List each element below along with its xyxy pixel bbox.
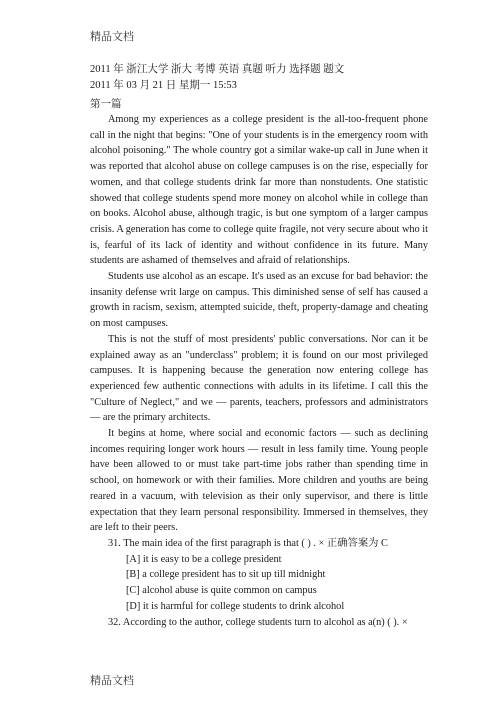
passage-body: [90, 112, 428, 630]
doc-date-line: 2011 年 03 月 21 日 星期一 15:53: [90, 80, 237, 91]
paragraph-2: Students use alcohol as an escape. It's used as an excuse for bad behavior: the insanity defense writ large on campus. This diminished sense of self has caused a growth in racism, sexism, attempted suicide, theft, property-damage and cheating on most campuses.: [90, 271, 428, 330]
question-31-option-a: [A] it is easy to be a college president: [126, 553, 282, 565]
question-32-stem: 32. According to the author, college students turn to alcohol as a(n) ( ). ×: [108, 616, 408, 628]
paragraph-1: Among my experiences as a college president is the all-too-frequent phone call in the night that begins: "One of your students is in the emergency room with alcohol poisoning." The whole country got a similar wake-up call in June when it was reported that alcohol abuse on college campuses is on the rise, especially for women, and that college students drink far more than nonstudents. One statistic showed that college students spend more money on alcohol while in college than on books. Alcohol abuse, although tragic, is but one symptom of a larger campus crisis. A generation has come to college quite fragile, not very secure about who it is, fearful of its lack of identity and without confidence in its future. Many students are ashamed of themselves and afraid of relationships.: [90, 114, 428, 267]
question-31-option-c: [C] alcohol abuse is quite common on campus: [126, 585, 317, 597]
doc-title-line: 2011 年 浙江大学 浙大 考博 英语 真题 听力 选择题 题文: [90, 64, 345, 75]
section-heading: 第一篇: [90, 99, 122, 110]
question-31-stem: 31. The main idea of the first paragraph is that ( ) . × 正确答案为 C: [108, 537, 388, 549]
page-footer: 精品文档: [90, 675, 134, 687]
page-header: 精品文档: [90, 31, 134, 43]
question-31-option-d: [D] it is harmful for college students to drink alcohol: [126, 600, 345, 612]
question-31-option-b: [B] a college president has to sit up till midnight: [126, 569, 326, 581]
paragraph-3: This is not the stuff of most presidents' public conversations. Nor can it be explained away as an "underclass" problem; it is found on our most privileged campuses. It is happening because the generation now entering college has experienced few authentic connections with adults in its lifetime. I call this the "Culture of Neglect," and we — parents, teachers, professors and administrators — are the primary architects.: [90, 333, 428, 424]
paragraph-4: It begins at home, where social and economic factors — such as declining incomes requiring longer work hours — result in less family time. Young people have been allowed to or must take part-time jobs rather than spending time in school, on homework or with their families. More children and youths are being reared in a vacuum, with television as their only supervisor, and there is little expectation that they learn personal responsibility. Immersed in themselves, they are left to their peers.: [90, 428, 428, 534]
